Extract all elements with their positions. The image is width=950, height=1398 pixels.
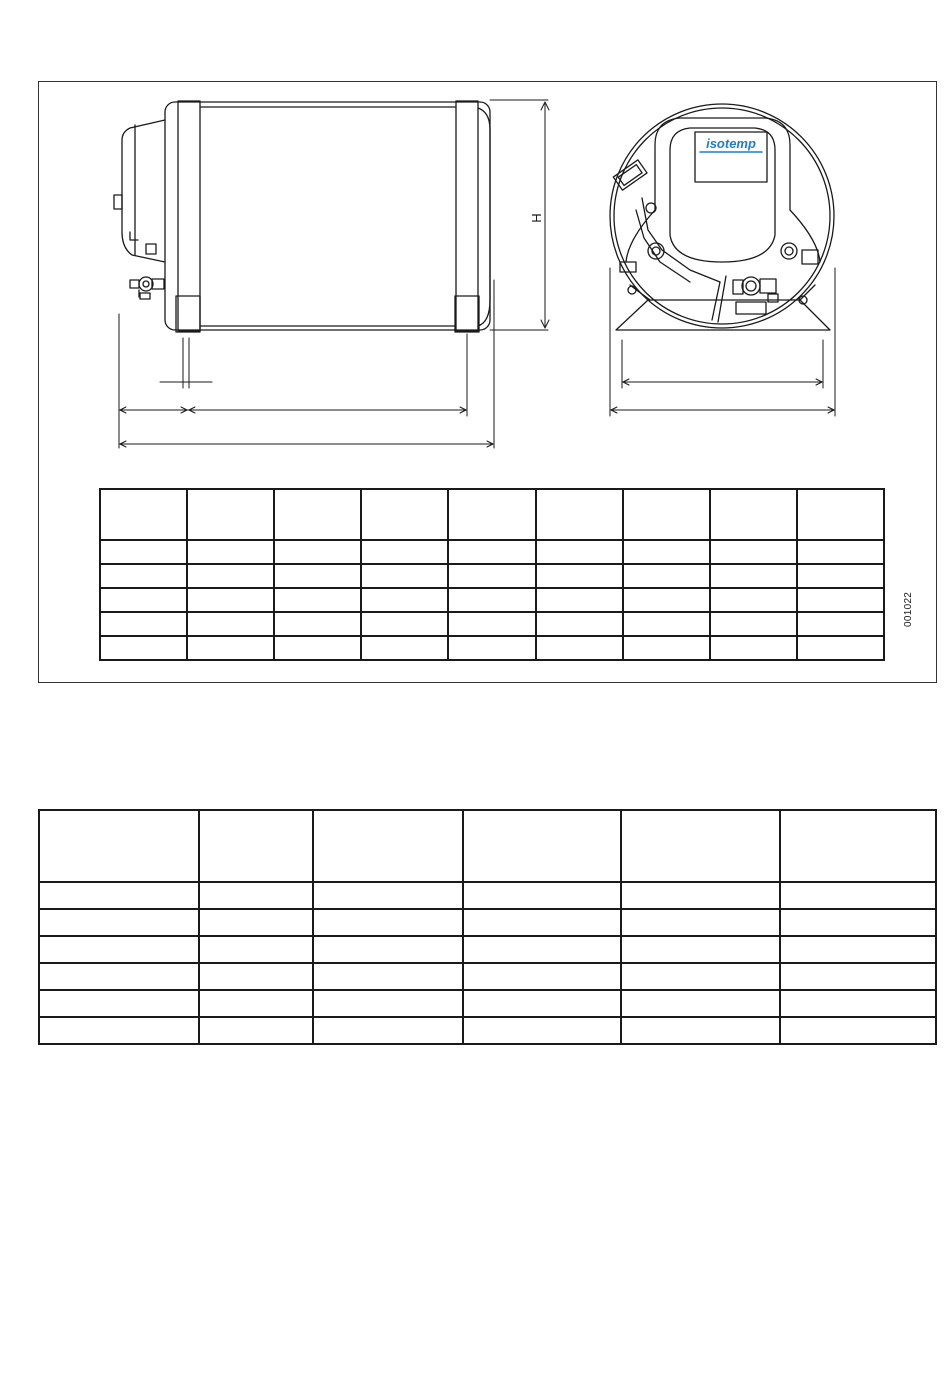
table-row bbox=[39, 963, 936, 990]
header-cell bbox=[623, 489, 710, 540]
header-cell bbox=[797, 489, 884, 540]
table-row bbox=[39, 936, 936, 963]
base-foot bbox=[616, 300, 830, 330]
table-row bbox=[100, 540, 884, 564]
header-cell bbox=[313, 810, 463, 882]
table-header-row bbox=[100, 489, 884, 540]
tank-body bbox=[165, 102, 490, 330]
header-cell bbox=[100, 489, 187, 540]
header-cell bbox=[274, 489, 361, 540]
table-row bbox=[100, 588, 884, 612]
header-cell bbox=[187, 489, 274, 540]
table-row bbox=[39, 882, 936, 909]
valve-fitting bbox=[130, 277, 164, 299]
table-row bbox=[100, 636, 884, 660]
table-row bbox=[39, 1017, 936, 1044]
height-label: H bbox=[529, 213, 544, 223]
end-cap bbox=[122, 120, 165, 262]
table-row bbox=[39, 909, 936, 936]
specification-table bbox=[38, 809, 937, 1045]
table-row bbox=[39, 990, 936, 1017]
figure-reference-code: 001022 bbox=[903, 591, 914, 627]
table-header-row bbox=[39, 810, 936, 882]
table-row bbox=[100, 564, 884, 588]
header-cell bbox=[361, 489, 448, 540]
table-row bbox=[100, 612, 884, 636]
header-cell bbox=[536, 489, 623, 540]
side-view bbox=[114, 100, 549, 448]
header-cell bbox=[39, 810, 199, 882]
header-cell bbox=[780, 810, 936, 882]
brand-logo: isotemp bbox=[706, 136, 756, 151]
header-cell bbox=[199, 810, 314, 882]
dimension-table bbox=[99, 488, 885, 661]
front-view bbox=[610, 104, 835, 416]
header-cell bbox=[463, 810, 621, 882]
header-cell bbox=[621, 810, 781, 882]
header-cell bbox=[710, 489, 797, 540]
header-cell bbox=[448, 489, 535, 540]
